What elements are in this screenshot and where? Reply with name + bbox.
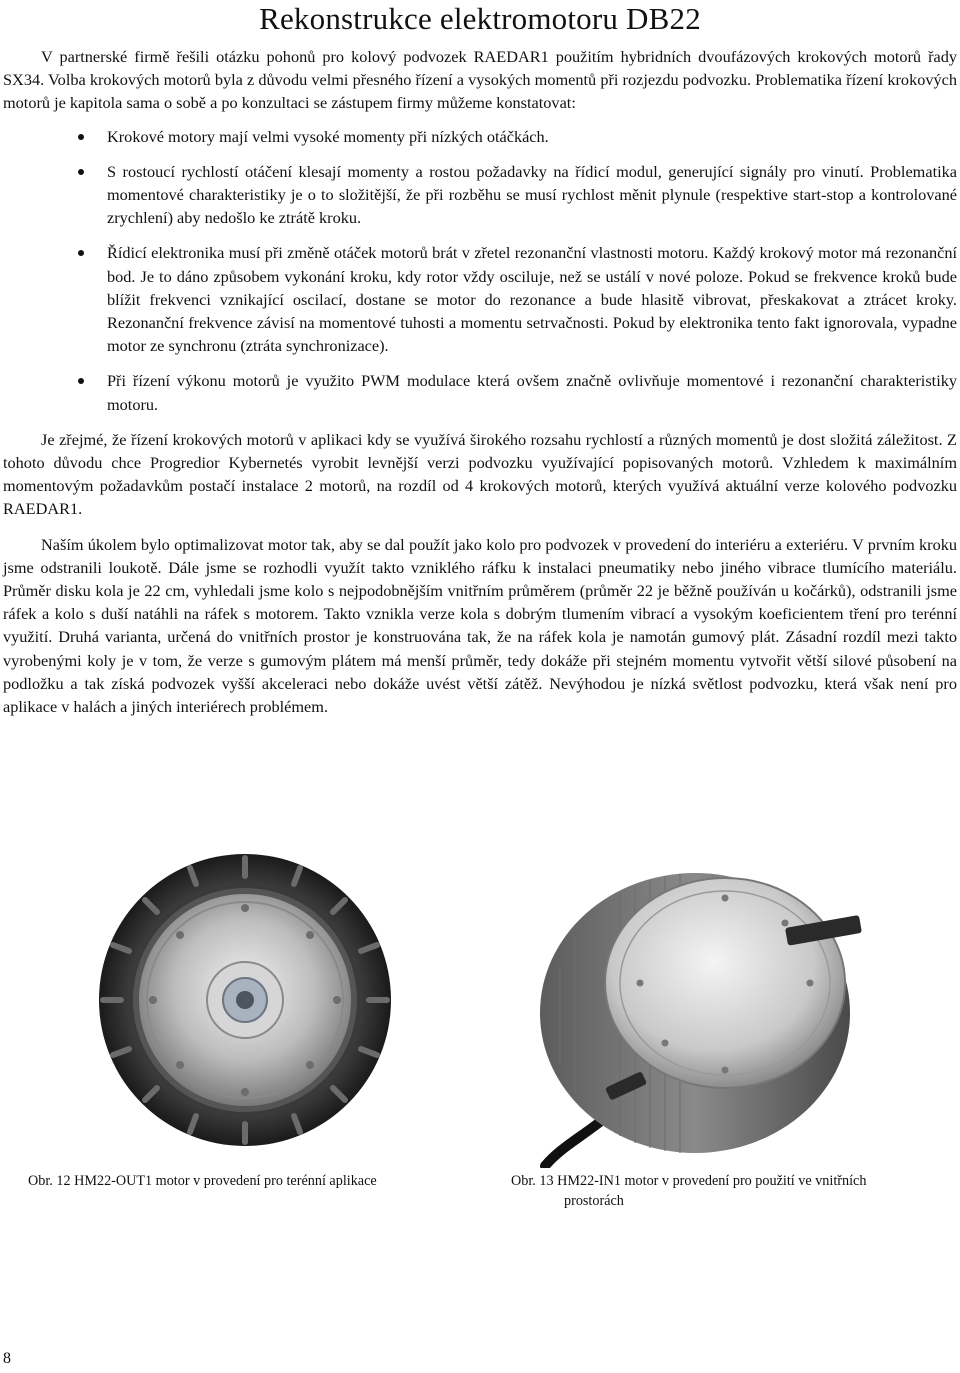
figure-13-caption-line1: Obr. 13 HM22-IN1 motor v provedení pro použití ve vnitřních (511, 1173, 867, 1189)
page-title: Rekonstrukce elektromotoru DB22 (259, 1, 701, 36)
page-number: 8 (3, 1350, 11, 1367)
bullet-icon (78, 169, 84, 175)
list-item-text: Krokové motory mají velmi vysoké momenty při nízkých otáčkách. (107, 126, 549, 146)
bullet-icon (78, 134, 84, 140)
bullet-icon (78, 250, 84, 256)
list-item (3, 125, 957, 148)
list-item-text: S rostoucí rychlostí otáčení klesají momenty a rostou požadavky na řídicí modul, generující signály pro vinutí. Problematika momentové charakteristiky je o to složitější, že při rozběhu se musí rychlost měnit plynule (respektive start-stop a kontrolované zrychlení) aby nedošlo ke ztrátě kroku. (107, 161, 957, 228)
figure-12-caption: Obr. 12 HM22-OUT1 motor v provedení pro terénní aplikace (28, 1173, 377, 1189)
wheel-motor-indoor-image (520, 848, 880, 1168)
bullet-list (3, 125, 957, 416)
body-paragraph: Naším úkolem bylo optimalizovat motor tak, aby se dal použít jako kolo pro podvozek v provedení do interiéru a exteriéru. V prvním kroku jsme odstranili loukotě. Dále jsme se rozhodli využít takto vzniklého ráfku k instalaci pneumatiky nebo jiného vibrace tlumícího materiálu. Průměr disku kola je 22 cm, vyhledali jsme kolo s nejpodobnějším vnitřním průměrem (průměr 22 je běžně používán u kočárků), odstranili jsme ráfek a kolo s duší natáhli na ráfek s motorem. Takto vznikla verze kola s dobrým tlumením vibrací a vysokým koeficientem tření pro terénní využití. Druhá varianta, určená do vnitřních prostor je konstruována tak, že na ráfek kola je namotán gumový plát. Zásadní rozdíl mezi takto vyrobenými koly je v tom, že verze s gumovým plátem má menší průměr, tedy dokáže při stejném momentu vytvořit větší silové působení na podložku a tak získá podvozek vyšší akceleraci nebo dokáže uvést větší zátěž. Nevýhodou je nízká světlost podvozku, která však není pro aplikace v halách a jiných interiérech problémem. (3, 534, 957, 717)
intro-paragraph: V partnerské firmě řešili otázku pohonů pro kolový podvozek RAEDAR1 použitím hybridních dvoufázových krokových motorů řady SX34. Volba krokových motorů byla z důvodu velmi přesného řízení a vysokých momentů při rozjezdu podvozku. Problematika řízení krokových motorů je kapitola sama o sobě a po konzultaci se zástupem firmy můžeme konstatovat: (3, 47, 957, 113)
figure-13-caption-line2: prostorách (564, 1193, 624, 1209)
list-item (3, 369, 957, 415)
document-page (3, 0, 957, 718)
figure-13-caption (511, 1171, 931, 1211)
bullet-icon (78, 378, 84, 384)
body-paragraph: Je zřejmé, že řízení krokových motorů v aplikaci kdy se využívá širokého rozsahu rychlostí a různých momentů je dost složitá záležitost. Z tohoto důvodu chce Progredior Kybernetés vyrobit levnější verzi podvozku využívající popisovaných motorů. Vzhledem k maximálním momentovým požadavkům postačí instalace 2 motorů, na rozdíl od 4 krokových motorů, kterých využívá aktuální verze kolového podvozku RAEDAR1. (3, 429, 957, 519)
list-item (3, 241, 957, 357)
list-item-text: Řídicí elektronika musí při změně otáček motorů brát v zřetel rezonanční vlastnosti motoru. Každý krokový motor má rezonanční bod. Je to dáno způsobem vykonání kroku, kdy rotor vždy osciluje, než se ustálí v nové poloze. Pokud se frekvence kroků bude blížit frekvenci vznikající oscilací, dostane se motor do rezonance a bude hlasitě vibrovat, přeskakovat a ztrácet kroky. Rezonanční frekvence závisí na momentové tuhosti a momentu setrvačnosti. Pokud by elektronika tento fakt ignorovala, vypadne motor ze synchronu (ztráta synchronizace). (107, 243, 957, 356)
list-item (3, 160, 957, 230)
list-item-text: Při řízení výkonu motorů je využito PWM modulace která ovšem značně ovlivňuje momentové i rezonanční charakteristiky motoru. (107, 371, 957, 414)
figures-row (0, 848, 960, 1148)
wheel-motor-outdoor-image (95, 850, 395, 1150)
